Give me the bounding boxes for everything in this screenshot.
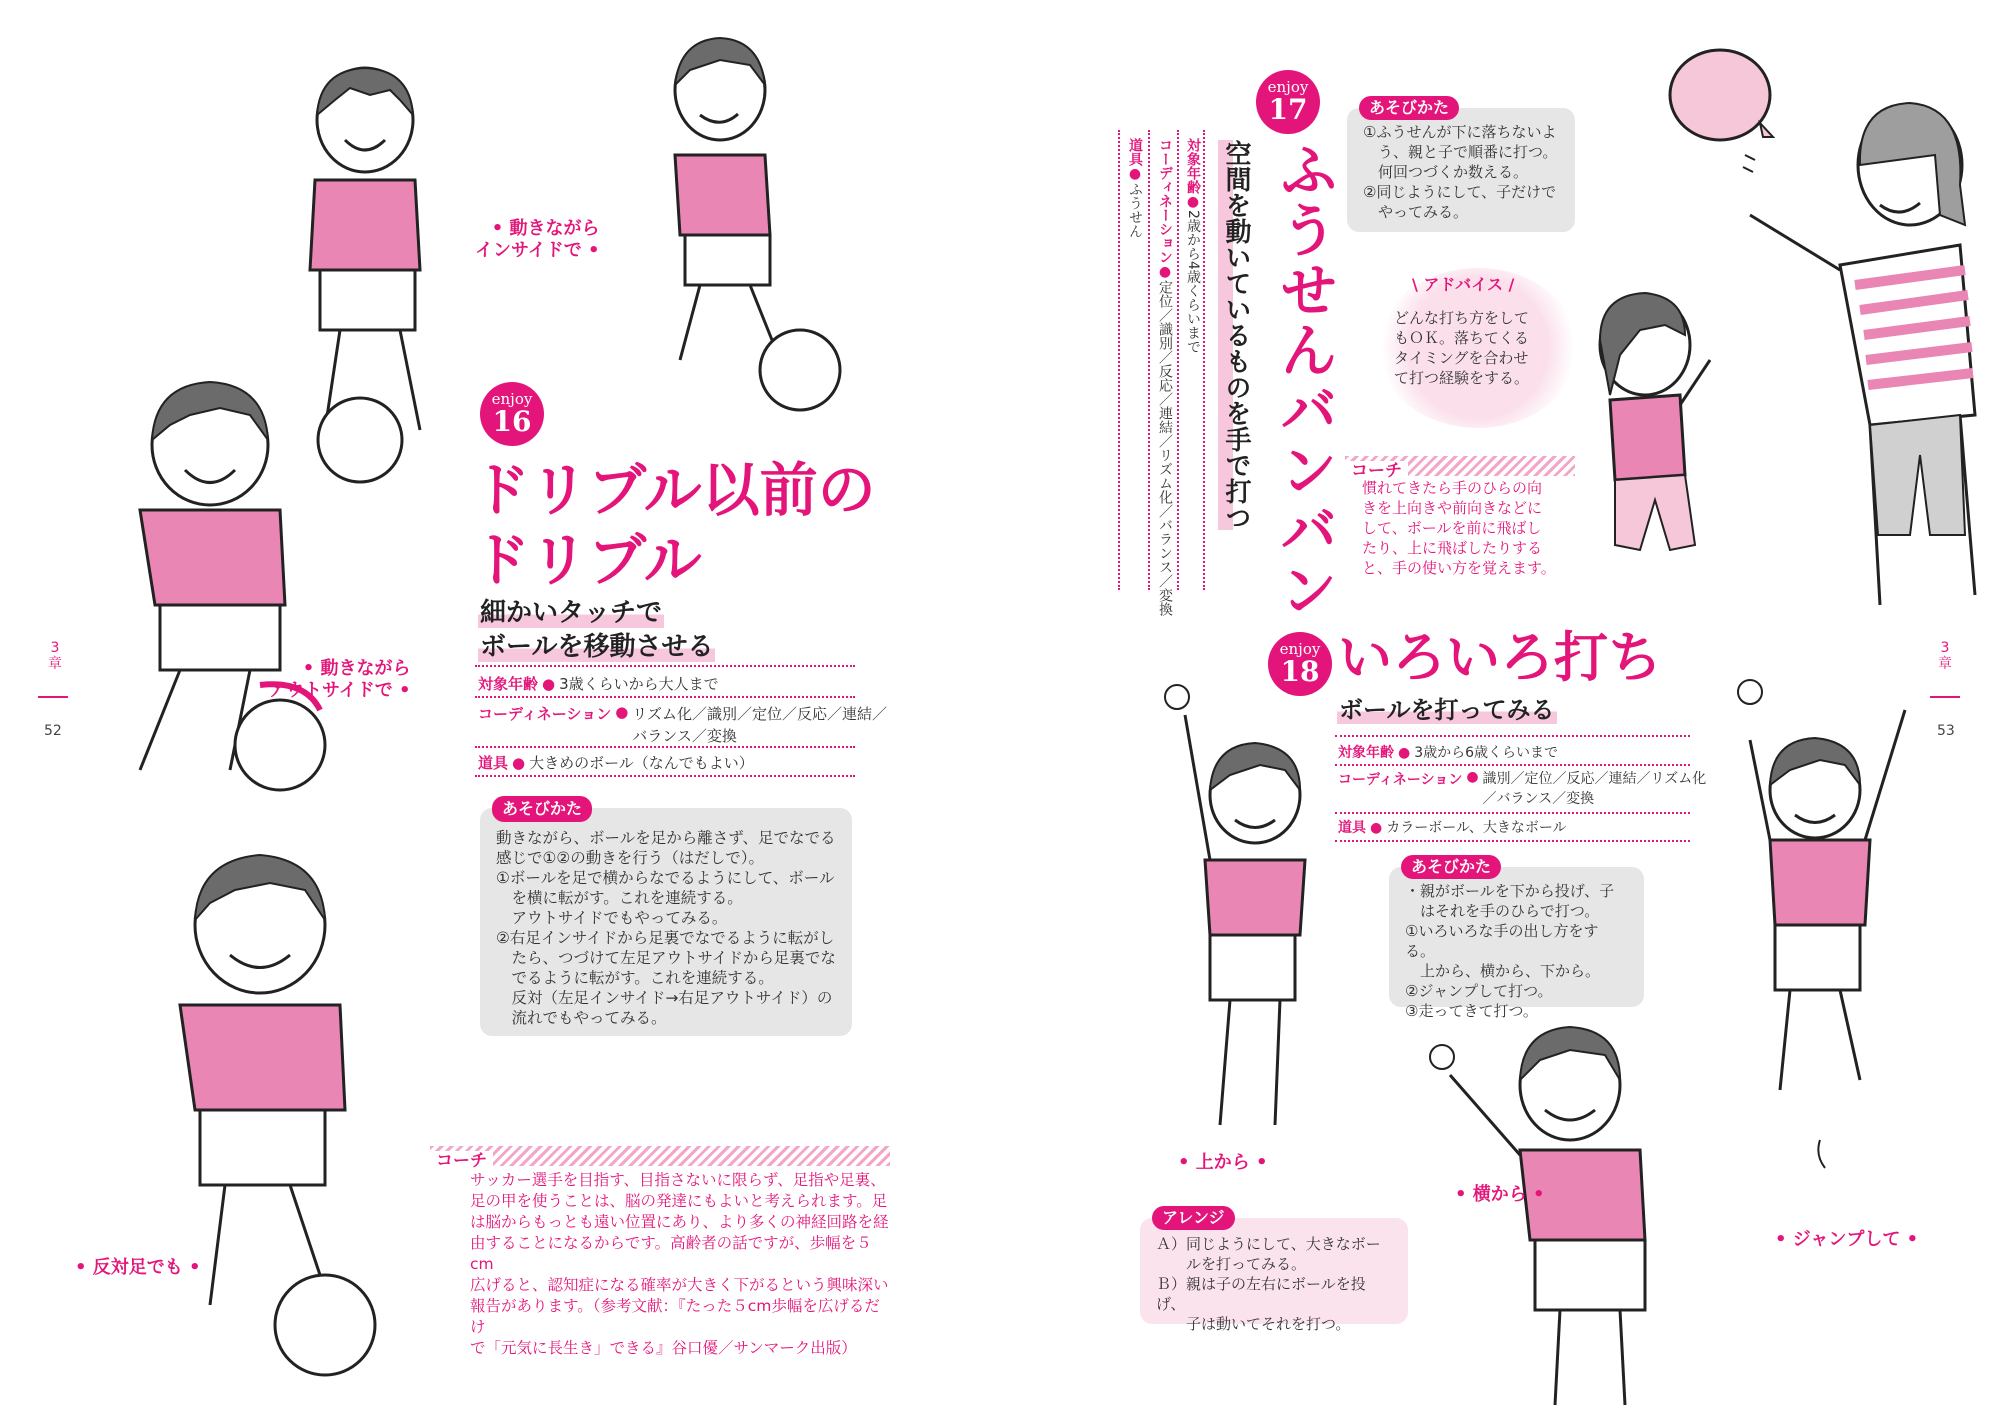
coach-17-heading: コーチ [1345,456,1575,476]
coach-16-heading: コーチ [430,1146,890,1166]
page-number-left: 52 [44,723,62,739]
info-18-rule-2 [1335,812,1690,814]
enjoy-16-badge: enjoy 16 [480,382,544,446]
info-16-rule-bottom [475,775,855,777]
page-number-right: 53 [1937,723,1955,739]
info-16-rule-top [475,665,855,667]
info-18-tools: 道具 ● カラーボール、大きなボール [1338,820,1567,836]
kid-jump-illustration [1720,680,1920,1170]
info-16-coordination: コーディネーション ● リズム化／識別／定位／反応／連結／ バランス／変換 [478,703,887,745]
info-18-rule-bottom [1335,840,1690,842]
chapter-rule-right [1930,696,1960,698]
child-balloon-illustration [1585,285,1715,605]
how-to-18-box: あそびかた ・親がボールを下から投げ、子 はそれを手のひらで打つ。 ①いろいろな手の出し方をする。 上から、横から、下から。 ②ジャンプして打つ。 ③走ってきて打つ。 [1389,867,1644,1007]
kid-opposite-foot-illustration [150,845,400,1385]
info-17-tools: 道具●ふうせん [1127,138,1143,238]
info-16-age: 対象年齢 ● 3歳くらいから大人まで [478,675,719,693]
kid-from-above-illustration [1165,685,1315,1145]
info-16-rule-2 [475,746,855,748]
caption-inside: • 動きながら インサイドで • [475,218,600,261]
title-16: ドリブル以前の ドリブル [472,456,876,594]
caption-from-above: • 上から • [1178,1152,1268,1173]
how-to-17-box: あそびかた ①ふうせんが下に落ちないよ う、親と子で順番に打つ。 何回つづくか数える。 ②同じようにして、子だけで やってみる。 [1347,108,1575,232]
arrange-box: アレンジ Ａ）同じようにして、大きなボー ルを打ってみる。 Ｂ）親は子の左右にボールを投げ、 子は動いてそれを打つ。 [1140,1218,1408,1324]
advice-text: どんな打ち方をして もＯＫ。落ちてくる タイミングを合わせ て打つ経験をする。 [1394,309,1530,387]
kid-from-side-illustration [1420,1015,1710,1415]
info-17-coordination: コーディネーション●定位／識別／反応／連結／リズム化／バランス／変換 [1157,138,1173,616]
advice-tag: \ アドバイス / [1412,275,1515,294]
coach-17-text: 慣れてきたら手のひらの向 きを上向きや前向きなどに して、ボールを前に飛ばし たり、上に飛ばしたりする と、手の使い方を覚えます。 [1362,479,1556,577]
title-18: いろいろ打ち [1338,626,1662,689]
info-17-rule-c [1148,130,1150,590]
info-17-rule-b [1177,130,1179,590]
info-17-age: 対象年齢●2歳から4歳くらいまで [1185,138,1201,354]
parent-illustration [1760,95,1990,615]
caption-from-side: • 横から • [1455,1184,1545,1205]
kid-running-illustration [620,30,840,410]
enjoy-17-badge: enjoy 17 [1256,70,1320,134]
caption-jump: • ジャンプして • [1775,1229,1919,1250]
subtitle-16-line1: 細かいタッチで [480,598,663,628]
subtitle-17: 空間を動いているものを手で打つ [1218,140,1255,530]
kid-outside-illustration [110,370,350,800]
chapter-label-right: 3 章 [1938,640,1952,672]
subtitle-18: ボールを打ってみる [1339,696,1555,724]
info-16-tools: 道具 ● 大きめのボール（なんでもよい） [478,754,754,772]
chapter-label-left: 3 章 [48,640,62,672]
coach-16-text: サッカー選手を目指す、目指さないに限らず、足指や足裏、 足の甲を使うことは、脳の発達にもよいと考えられます。足 は脳からもっとも遠い位置にあり、より多くの神経回路を経 由することになるからです。高齢者の話ですが、歩幅を５cm 広げると、認知症になる確率が大きく下がるという興味深い 報告があります。（参考文献：『たった５cm歩幅を広げるだけ で「元気に長生き」できる』谷口優／サンマーク出版） [470,1171,889,1357]
info-18-rule-top [1335,735,1690,737]
info-18-coordination: コーディネーション ● 識別／定位／反応／連結／リズム化 ／バランス／変換 [1338,769,1707,807]
caption-outside: • 動きながら アウトサイドで • [268,658,411,701]
info-17-rule-a [1203,130,1205,590]
info-17-rule-d [1118,130,1120,590]
title-17: ふうせんバンバン [1270,140,1338,620]
enjoy-18-badge: enjoy 18 [1268,632,1332,696]
how-to-16-box: あそびかた 動きながら、ボールを足から離さず、足でなでる 感じで①②の動きを行う（はだしで）。 ①ボールを足で横からなでるようにして、ボール を横に転がす。これを連続する。 アウトサイドでもやってみる。 ②右足インサイドから足裏でなでるように転がし たら、つづけて左足アウトサイドから足裏でな でるように転がす。これを連続する。 反対（左足インサイド→右足アウトサイド）の 流れでもやってみる。 [480,808,852,1036]
advice-bubble [1378,268,1578,428]
caption-opposite-foot: • 反対足でも • [75,1257,201,1278]
info-18-rule-1 [1335,764,1690,766]
info-18-age: 対象年齢 ● 3歳から6歳くらいまで [1338,745,1559,761]
info-16-rule-1 [475,696,855,698]
chapter-rule-left [38,696,68,698]
subtitle-16-line2: ボールを移動させる [480,632,714,662]
